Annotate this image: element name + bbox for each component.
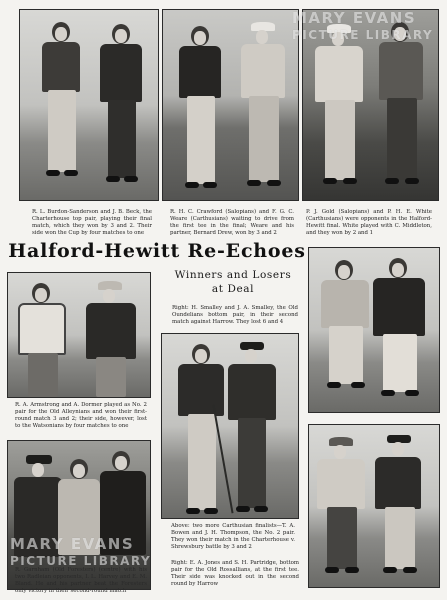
photo-bowen-thompson — [161, 333, 299, 519]
caption-photo3: P. J. Gold (Salopians) and P. H. E. White (Carthusians) were opponents in the Halford-Hewitt final. White played with C. Middleton, and they won by 2 and 1 — [306, 209, 432, 236]
photo-armstrong-dormer — [7, 272, 151, 398]
photo-crawford-weare — [162, 9, 299, 201]
photo-smalley — [308, 247, 440, 413]
watermark-bottom-line2: PICTURE LIBRARY — [10, 554, 152, 568]
watermark-top — [292, 10, 442, 44]
watermark-bottom-line1: MARY EVANS — [10, 535, 135, 553]
watermark-bottom — [10, 536, 160, 570]
subtitle-line2: at Deal — [211, 283, 255, 295]
page-title: Halford-Hewitt Re-Echoes — [8, 240, 306, 262]
caption-photo8: Right: E. A. Jones and S. H. Partridge, bottom pair for the Old Rossallians, at the first tee. Their side was knocked out in the second round by Harrow — [171, 560, 299, 587]
caption-photo2: R. H. C. Crawford (Salopians) and F. G. C. Weare (Carthusians) waiting to drive from the first tee in the final; Weare and his partner, Bernard Drew, won by 3 and 2 — [170, 209, 294, 236]
watermark-line1: MARY EVANS — [292, 9, 417, 27]
caption-photo6: Above: two more Carthusian finalists—T. A. Bowen and J. H. Thompson, the No. 2 pair. They won their match in the Charterhouse v. Shrewsbury battle by 3 and 2 — [171, 523, 295, 550]
watermark-line2: PICTURE LIBRARY — [292, 28, 434, 42]
caption-photo7: R. Garnham (Old Foresters) (centre) with his two Radleian opponents, I. L. Harvey and E. M. Bland. He and his partner beat the Foresters only victory in their second-round match — [15, 567, 147, 594]
caption-photo5: Right: H. Smalley and J. A. Smalley, the Old Oundelians bottom pair, in their second match against Harrow. They lost 6 and 4 — [172, 305, 298, 325]
page-subtitle — [168, 268, 298, 296]
caption-photo1: R. L. Burdon-Sanderson and J. B. Beck, the Charterhouse top pair, playing their final match, which they won by 3 and 2. Their side won the Cup by four matches to one — [32, 209, 152, 236]
subtitle-line1: Winners and Losers — [174, 269, 292, 281]
caption-photo4: R. A. Armstrong and A. Dormer played as No. 2 pair for the Old Alleynians and won their first-round match 3 and 2; their side, however, lost to the Watsonians by four matches to one — [15, 402, 147, 429]
photo-burdon-sanderson-beck — [19, 9, 159, 201]
photo-jones-partridge — [308, 424, 440, 588]
